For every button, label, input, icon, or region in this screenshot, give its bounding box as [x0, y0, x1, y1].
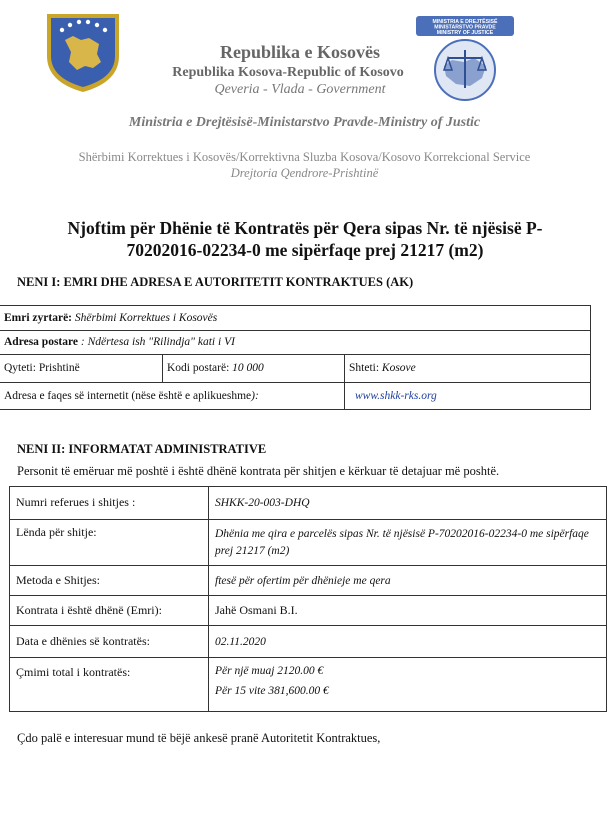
row-label: Çmimi total i kontratës:: [10, 657, 209, 711]
awarded-to-value: Jahë Osmani B.I.: [215, 603, 298, 617]
postal-address-cell: [0, 330, 590, 354]
document-title: Njoftim për Dhënie të Kontratës për Qera sipas Nr. të njësisë P-70202016-02234-0 me sipërfaqe prej 21217 (m2): [67, 218, 543, 260]
country-value: Kosove: [381, 362, 416, 374]
monthly-price-value: Për një muaj 2120.00 €: [215, 665, 324, 677]
postal-code-value: 10 000: [232, 362, 264, 374]
table-row: [10, 625, 606, 658]
government-line: Qeveria - Vlada - Government: [214, 82, 386, 97]
reference-number-value: SHKK-20-003-DHQ: [215, 497, 310, 509]
city-value: Prishtinë: [38, 362, 80, 374]
section-2-intro: Personit të emëruar më poshtë i është dhënë kontrata për shitjen e kërkuar të detajuar më poshtë.: [17, 464, 500, 478]
row-label: Metoda e Shitjes:: [10, 565, 209, 595]
website-label: Adresa e faqes së internetit (nëse është e aplikueshme: [4, 389, 252, 402]
authority-table: [0, 305, 591, 410]
ministry-line: Ministria e Drejtësisë-Ministarstvo Pravde-Ministry of Justic: [128, 115, 481, 130]
official-name-label: Emri zyrtarë:: [4, 312, 73, 324]
country-cell: [344, 354, 590, 382]
postal-code-label: Kodi postarë:: [167, 362, 230, 374]
sale-method-value: ftesë për ofertim për dhënieje me qera: [215, 575, 391, 587]
official-name-value: Shërbimi Korrektues i Kosovës: [74, 312, 218, 324]
website-label-cell: [0, 382, 344, 409]
postal-address-value: : Ndërtesa ish "Rilindja" kati i VI: [80, 336, 235, 348]
administrative-table: [9, 486, 607, 712]
table-row: [0, 306, 590, 331]
emblem-text-line: MINISTRIA E DREJTËSISË: [432, 19, 498, 25]
total-price-value: Për 15 vite 381,600.00 €: [215, 685, 329, 697]
row-label: Kontrata i është dhënë (Emri):: [10, 595, 209, 625]
table-row: [10, 487, 606, 520]
table-row: [0, 354, 590, 383]
footer-text: Çdo palë e interesuar mund të bëjë ankesë pranë Autoritetit Kontraktues,: [17, 731, 381, 745]
website-label-end: ):: [251, 389, 259, 402]
republic-subtitle: Republika Kosova-Republic of Kosovo: [172, 65, 404, 80]
table-row: [10, 595, 606, 626]
row-label: Numri referues i shitjes :: [10, 487, 209, 519]
city-label: Qyteti:: [4, 362, 36, 374]
section-2-heading: NENI II: INFORMATAT ADMINISTRATIVE: [17, 442, 267, 456]
table-row: [10, 657, 606, 711]
table-row: [0, 330, 590, 355]
row-label: Data e dhënies së kontratës:: [10, 625, 209, 657]
emblem-text-line: MINISTARSTVO PRAVDE: [434, 24, 496, 31]
emblem-text-line: MINISTRY OF JUSTICE: [436, 30, 494, 36]
postal-address-label: Adresa postare: [4, 336, 79, 348]
kosovo-coat-of-arms-icon: [43, 10, 123, 94]
department-line: Drejtoria Qendrore-Prishtinë: [230, 166, 379, 180]
subject-value: Dhënia me qira e parcelës sipas Nr. të njësisë P-70202016-02234-0 me sipërfaqe prej 21217 (m2): [215, 528, 589, 557]
table-row: [10, 565, 606, 596]
website-link[interactable]: www.shkk-rks.org: [355, 389, 437, 402]
table-row: [0, 382, 590, 409]
republic-title: Republika e Kosovës: [219, 42, 381, 62]
country-label: Shteti:: [349, 362, 380, 374]
award-date-value: 02.11.2020: [215, 636, 266, 648]
service-line: Shërbimi Korrektues i Kosovës/Korrektivna Sluzba Kosova/Kosovo Korrekcional Service: [78, 150, 531, 164]
row-label: Lënda për shitje:: [10, 519, 209, 565]
table-row: [10, 519, 606, 566]
section-1-heading: NENI I: EMRI DHE ADRESA E AUTORITETIT KONTRAKTUES (AK): [17, 275, 414, 289]
website-value-cell: [344, 382, 590, 409]
postal-code-cell: [162, 354, 344, 382]
official-name-cell: [0, 306, 590, 330]
city-cell: [0, 354, 162, 382]
